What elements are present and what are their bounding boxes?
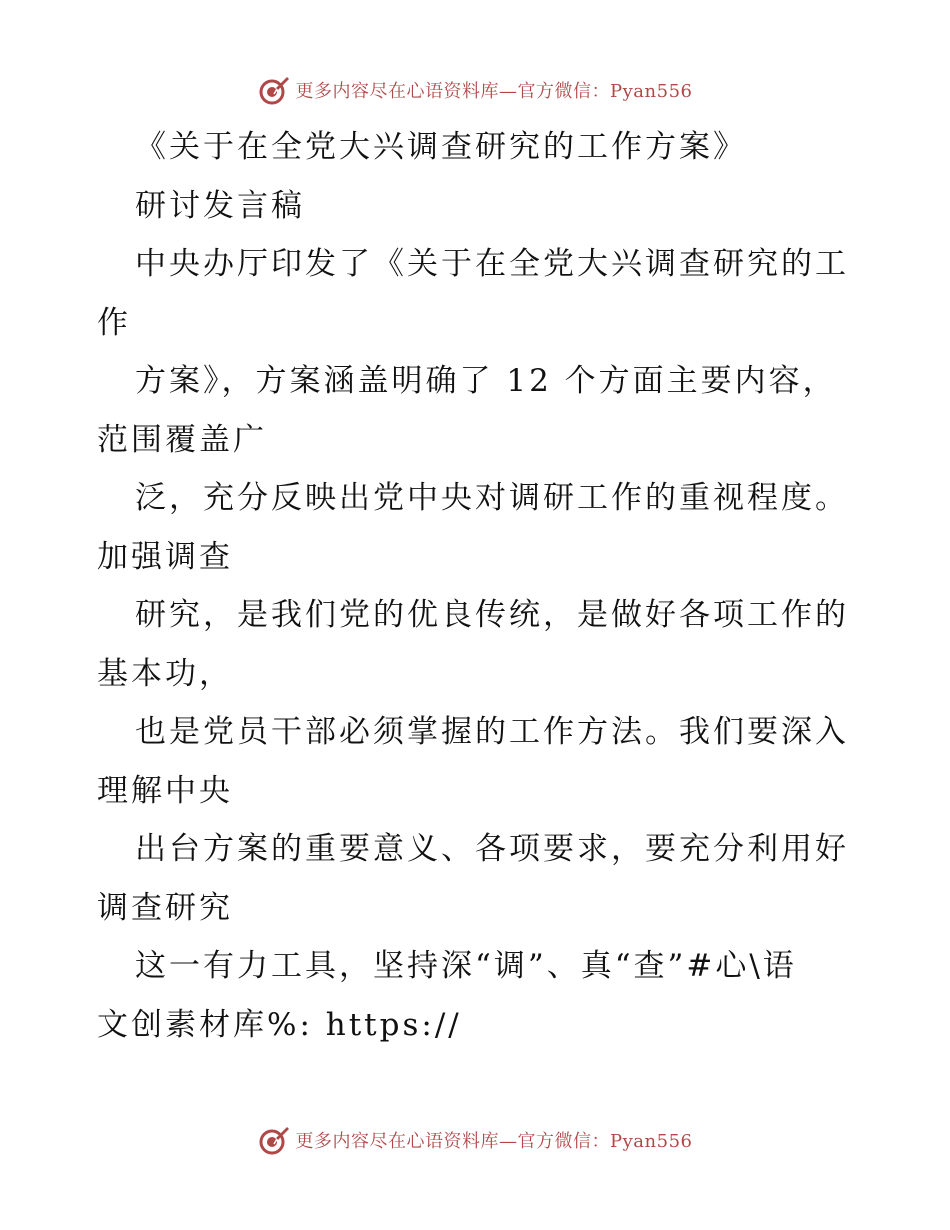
doc-title-line: 《关于在全党大兴调查研究的工作方案》 [135,129,747,165]
doc-line: 文创素材库%: https:// [97,1006,462,1043]
doc-line: 也是党员干部必须掌握的工作方法。我们要深入 [135,714,849,750]
doc-line: 中央办厅印发了《关于在全党大兴调查研究的工 [135,246,849,282]
header-banner-text: 更多内容尽在心语资料库—官方微信：Pyan556 [295,81,693,102]
header-banner-inner [258,74,693,106]
header-banner [0,70,950,110]
footer-banner-text: 更多内容尽在心语资料库—官方微信：Pyan556 [295,1131,693,1152]
doc-line: 作 [97,304,131,341]
footer-banner-inner [258,1124,693,1156]
doc-line: 调查研究 [97,889,233,926]
doc-line: 这一有力工具，坚持深“调”、真“查”#心\语 [135,948,797,984]
document-body [97,118,857,1054]
doc-subtitle-line: 研讨发言稿 [135,187,305,224]
doc-line: 理解中央 [97,772,233,809]
doc-line: 基本功， [97,655,233,692]
footer-banner [0,1120,950,1160]
doc-line: 泛，充分反映出党中央对调研工作的重视程度。 [135,480,849,516]
doc-line: 加强调查 [97,538,233,575]
doc-line: 方案》，方案涵盖明确了 12 个方面主要内容， [135,363,837,399]
doc-line: 范围覆盖广 [97,421,267,458]
pen-logo-icon [258,1124,290,1156]
doc-line: 出台方案的重要意义、各项要求，要充分利用好 [135,831,849,867]
doc-line: 研究，是我们党的优良传统，是做好各项工作的 [135,597,849,633]
pen-logo-icon [258,74,290,106]
